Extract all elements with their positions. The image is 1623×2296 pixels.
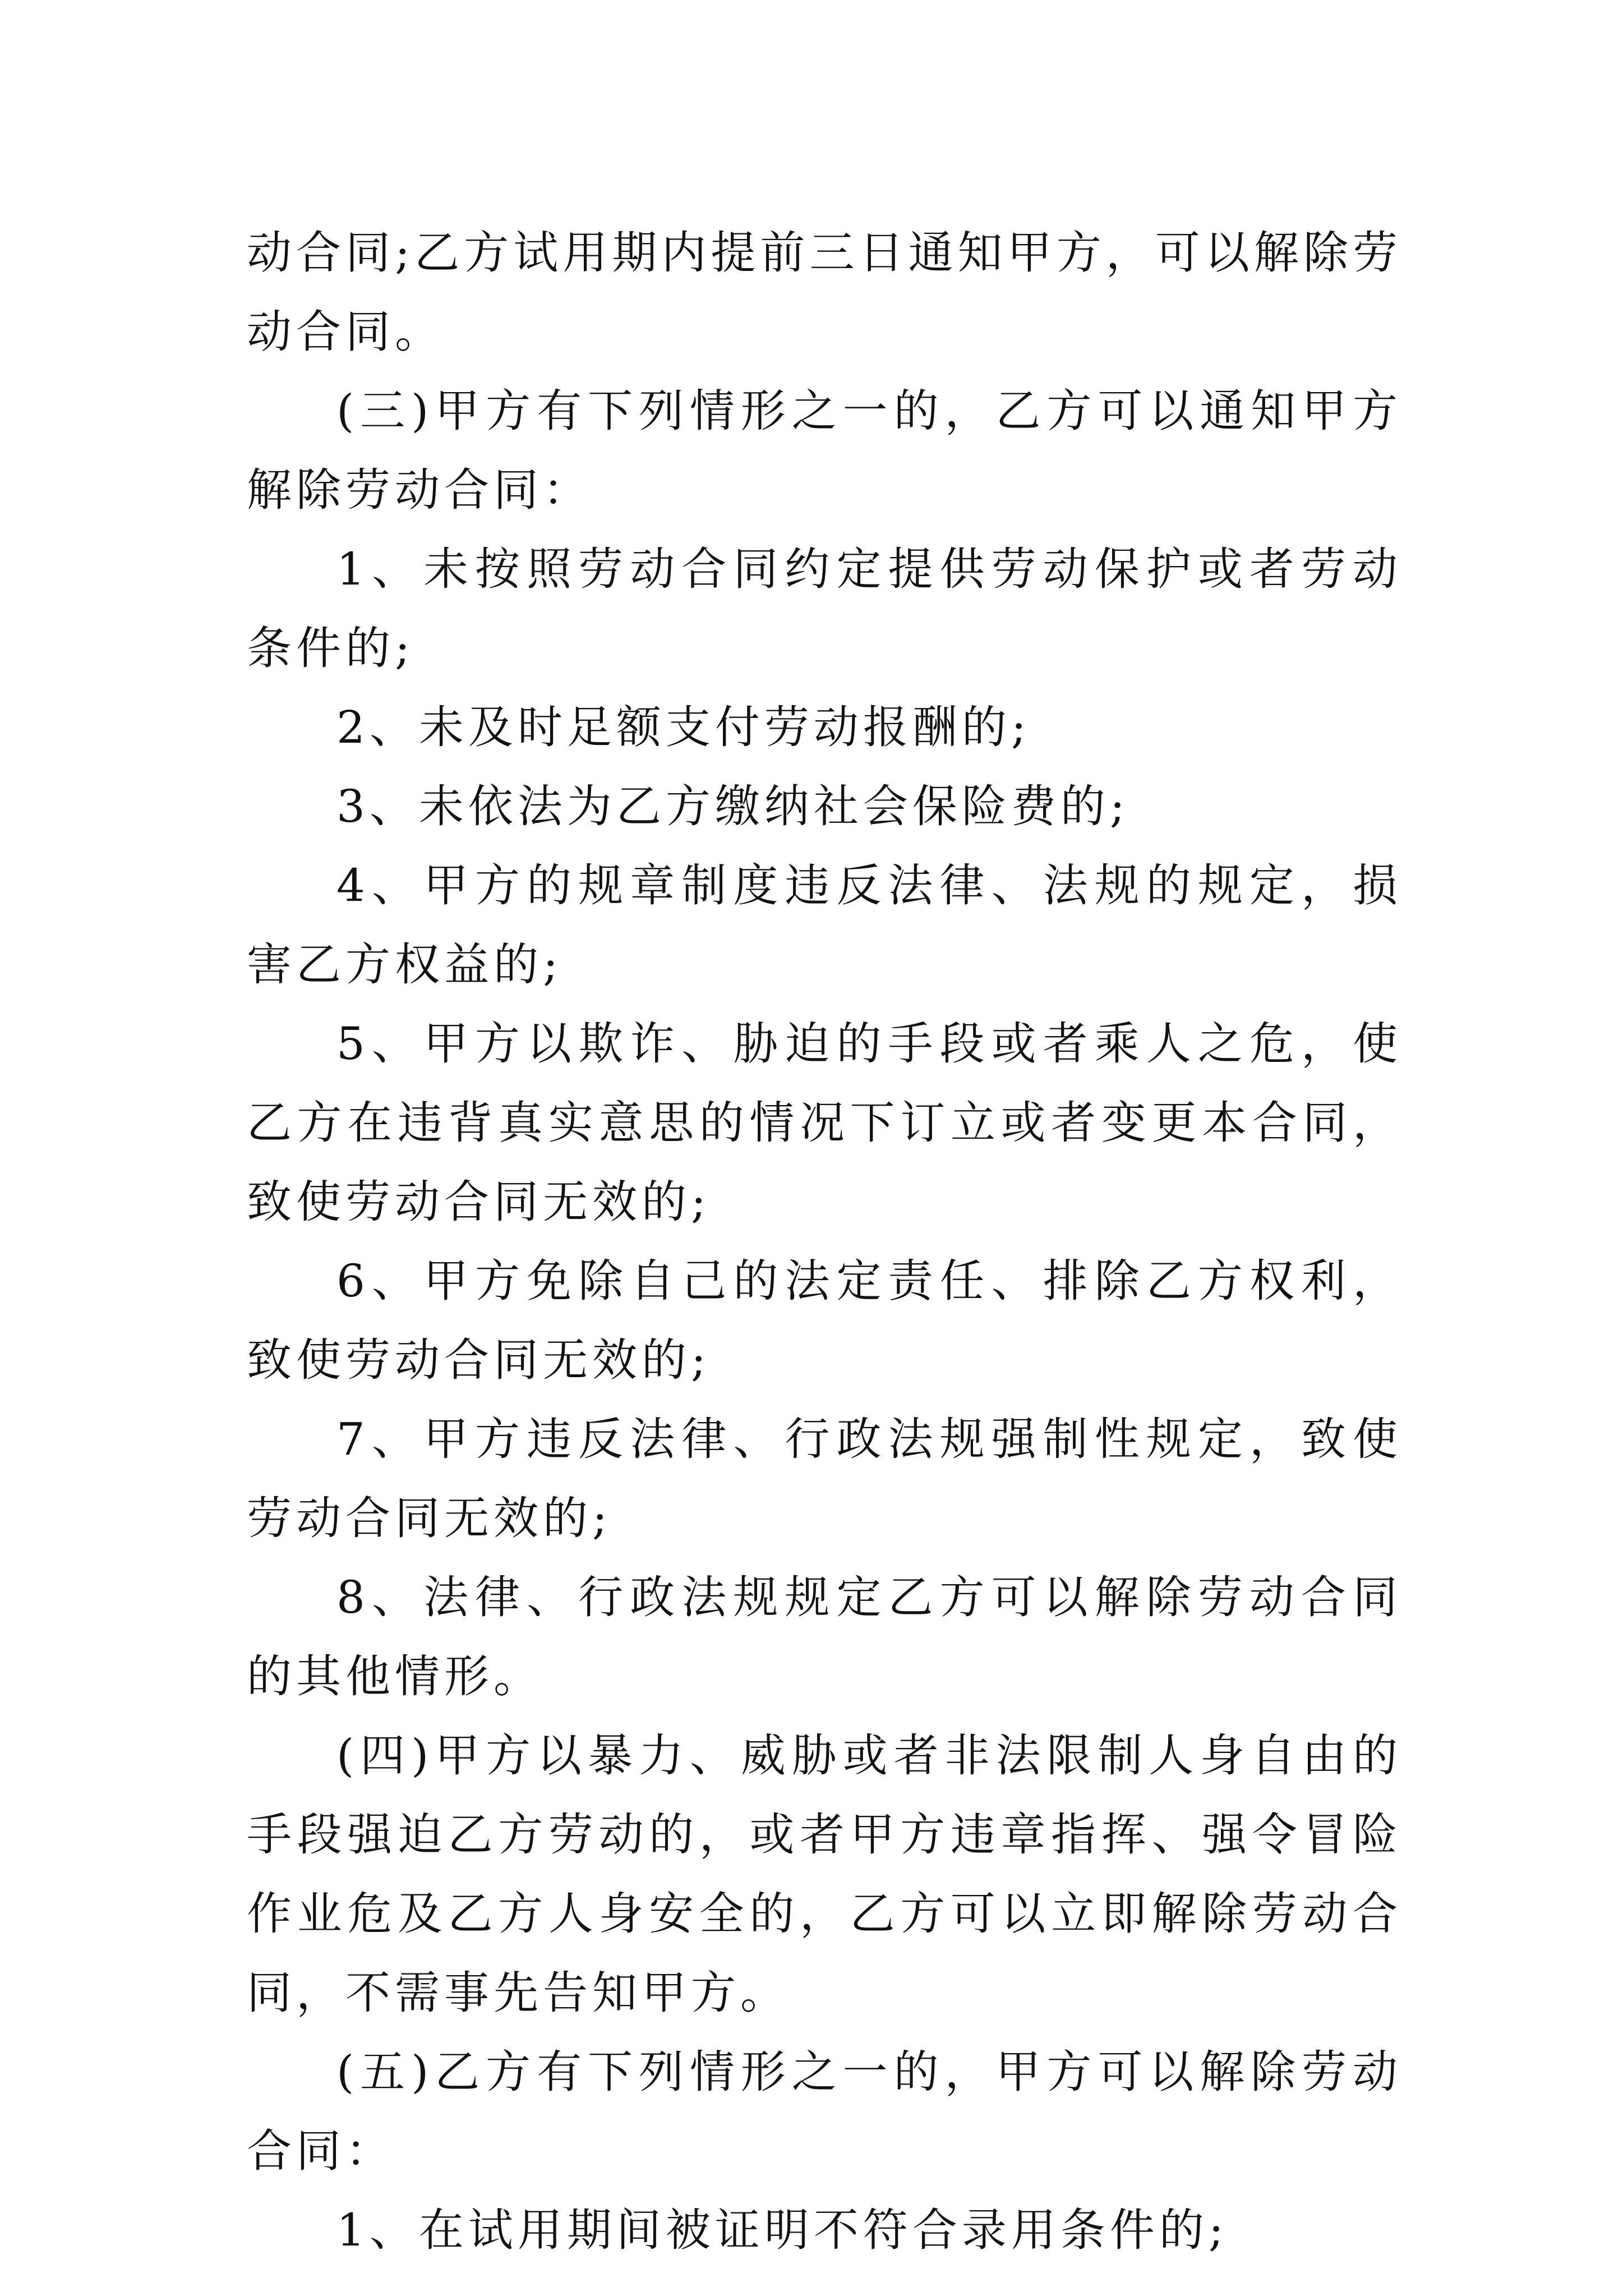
paragraph-item-3: 3、未依法为乙方缴纳社会保险费的; — [336, 780, 1129, 832]
paragraph-continuation: 动合同;乙方试用期内提前三日通知甲方，可以解除劳动合同。 — [247, 227, 1402, 358]
paragraph-item-1: 1、未按照劳动合同约定提供劳动保护或者劳动条件的; — [247, 543, 1402, 674]
paragraph-item-2: 2、未及时足额支付劳动报酬的; — [336, 701, 1031, 753]
paragraph-section-5: (五)乙方有下列情形之一的，甲方可以解除劳动合同： — [247, 2046, 1402, 2177]
paragraph-item-7: 7、甲方违反法律、行政法规强制性规定，致使劳动合同无效的; — [247, 1413, 1402, 1544]
paragraph-item-5: 5、甲方以欺诈、胁迫的手段或者乘人之危，使乙方在违背真实意思的情况下订立或者变更本合同，致使劳动合同无效的; — [247, 1018, 1402, 1228]
document-body — [247, 213, 1402, 2270]
paragraph-section-5-item-1: 1、在试用期间被证明不符合录用条件的; — [336, 2204, 1228, 2256]
paragraph-section-3: (三)甲方有下列情形之一的，乙方可以通知甲方解除劳动合同： — [247, 385, 1402, 516]
paragraph-item-8: 8、法律、行政法规规定乙方可以解除劳动合同的其他情形。 — [247, 1571, 1402, 1703]
paragraph-section-4: (四)甲方以暴力、威胁或者非法限制人身自由的手段强迫乙方劳动的，或者甲方违章指挥、强令冒险作业危及乙方人身安全的，乙方可以立即解除劳动合同，不需事先告知甲方。 — [247, 1729, 1402, 2019]
paragraph-item-6: 6、甲方免除自己的法定责任、排除乙方权利，致使劳动合同无效的; — [247, 1255, 1402, 1386]
paragraph-item-4: 4、甲方的规章制度违反法律、法规的规定，损害乙方权益的; — [247, 859, 1402, 991]
